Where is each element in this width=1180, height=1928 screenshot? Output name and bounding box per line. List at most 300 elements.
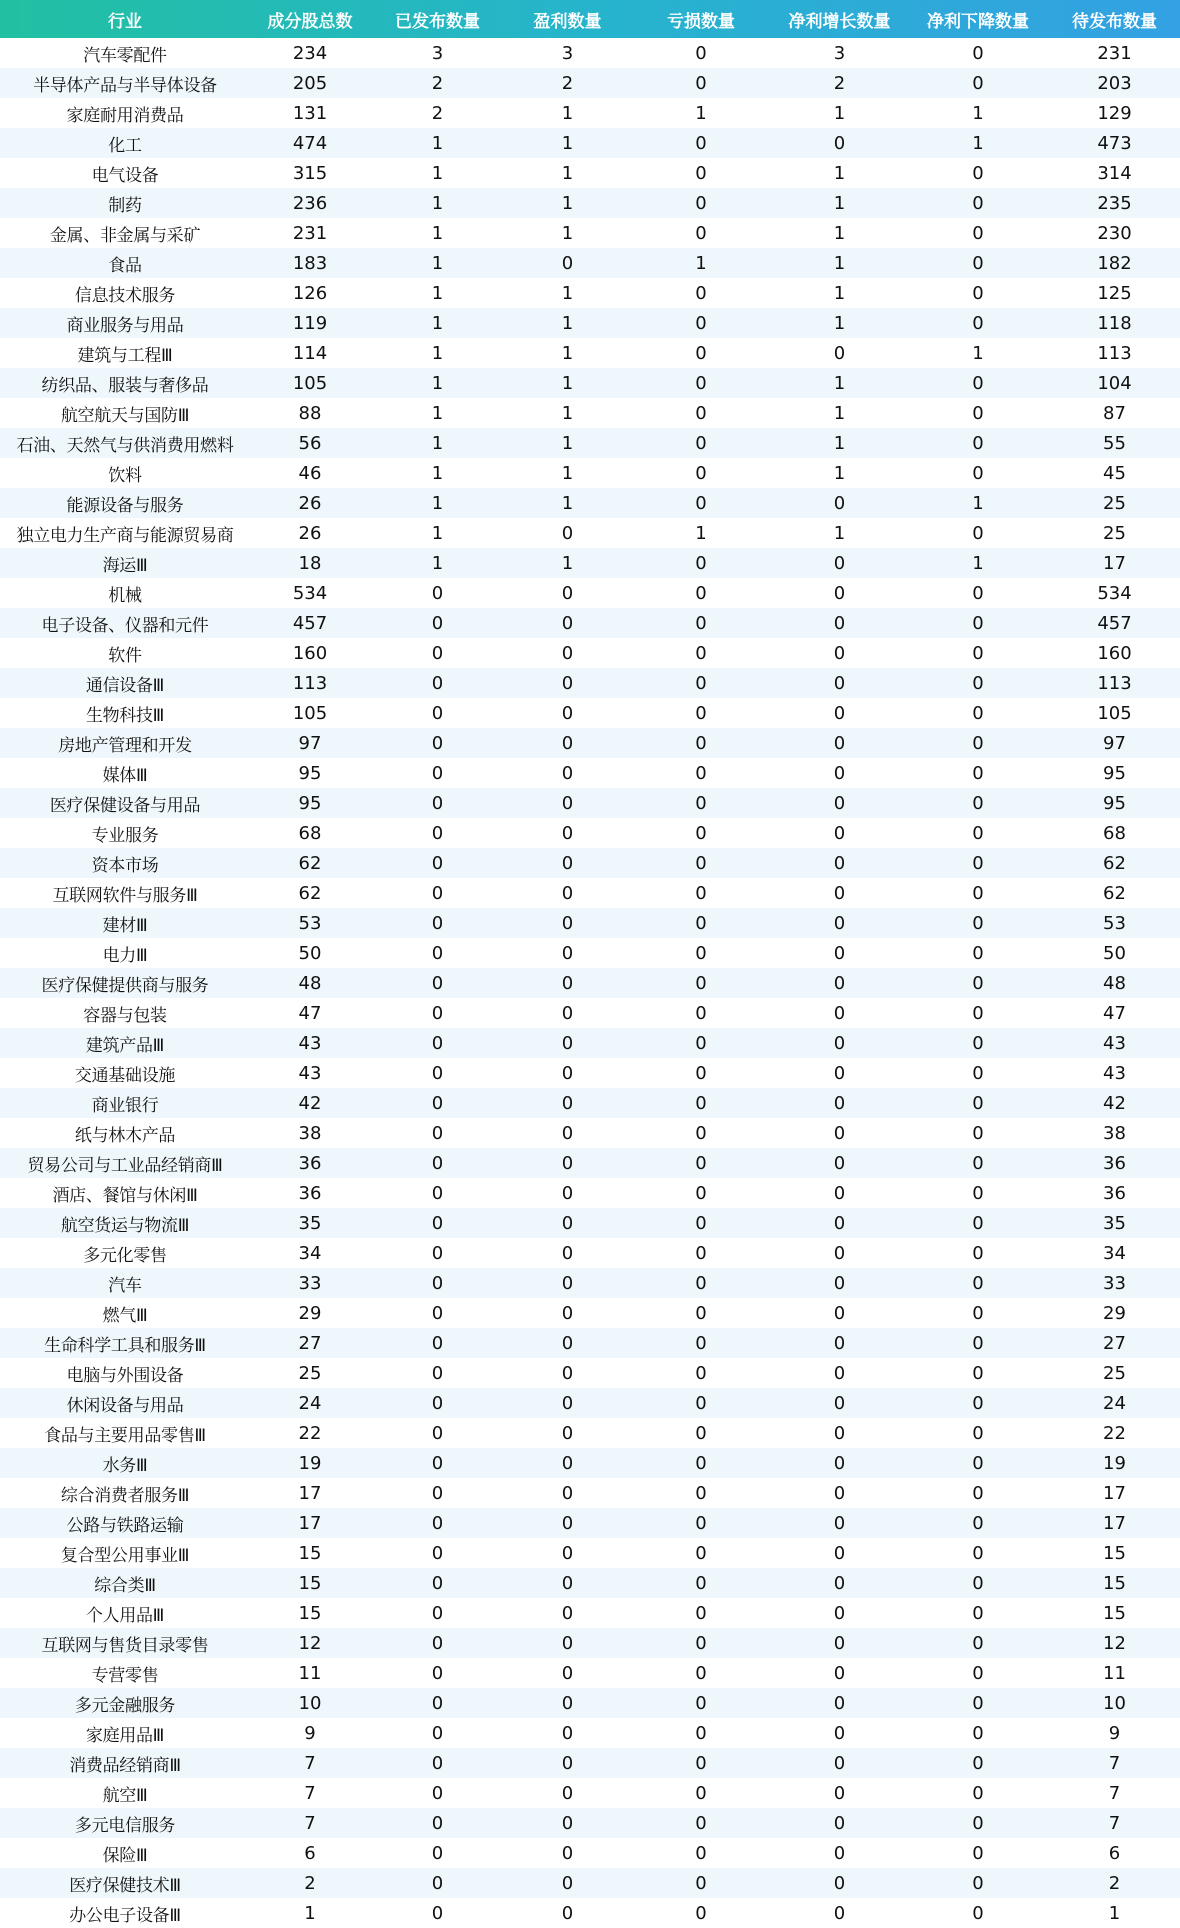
profit-cell: 1 — [561, 282, 574, 304]
published-cell: 1 — [431, 162, 444, 184]
profit-cell: 0 — [561, 1272, 574, 1294]
growth-cell: 0 — [833, 1092, 846, 1114]
decline-cell: 0 — [972, 582, 984, 604]
loss-cell: 1 — [695, 522, 707, 544]
total-cell: 119 — [292, 312, 328, 334]
table-row — [0, 668, 1180, 698]
decline-cell: 0 — [972, 1722, 984, 1744]
table-row — [0, 368, 1180, 398]
loss-cell: 0 — [695, 642, 707, 664]
decline-cell: 1 — [972, 342, 984, 364]
total-cell: 114 — [292, 342, 328, 364]
growth-cell: 0 — [833, 1632, 846, 1654]
published-cell: 0 — [431, 1752, 444, 1774]
industry-cell: 食品与主要用品零售Ⅲ — [44, 1425, 206, 1446]
table-row — [0, 1538, 1180, 1568]
industry-cell: 交通基础设施 — [74, 1065, 176, 1086]
published-cell: 1 — [431, 462, 444, 484]
total-cell: 1 — [304, 1902, 316, 1924]
total-cell: 38 — [298, 1122, 322, 1144]
published-cell: 0 — [431, 1242, 444, 1264]
pending-cell: 314 — [1097, 162, 1132, 184]
decline-cell: 0 — [972, 402, 984, 424]
total-cell: 15 — [298, 1542, 322, 1564]
loss-cell: 0 — [695, 42, 707, 64]
industry-cell: 通信设备Ⅲ — [85, 675, 165, 696]
table-row — [0, 488, 1180, 518]
total-cell: 42 — [298, 1092, 322, 1114]
decline-cell: 0 — [972, 672, 984, 694]
published-cell: 0 — [431, 1182, 444, 1204]
industry-cell: 医疗保健提供商与服务 — [41, 975, 209, 996]
growth-cell: 1 — [833, 432, 846, 454]
profit-cell: 1 — [561, 402, 574, 424]
total-cell: 10 — [298, 1692, 322, 1714]
pending-cell: 45 — [1103, 462, 1126, 484]
table-row — [0, 1268, 1180, 1298]
growth-cell: 0 — [833, 912, 846, 934]
pending-cell: 113 — [1097, 342, 1132, 364]
pending-cell: 25 — [1103, 522, 1126, 544]
published-cell: 0 — [431, 1212, 444, 1234]
profit-cell: 0 — [561, 822, 574, 844]
pending-cell: 230 — [1097, 222, 1132, 244]
published-cell: 1 — [431, 252, 444, 274]
published-cell: 0 — [431, 1542, 444, 1564]
decline-cell: 0 — [972, 1002, 984, 1024]
table-row — [0, 1058, 1180, 1088]
industry-cell: 生命科学工具和服务Ⅲ — [44, 1335, 206, 1356]
table-row — [0, 1598, 1180, 1628]
profit-cell: 1 — [561, 222, 574, 244]
industry-cell: 化工 — [108, 135, 142, 156]
loss-cell: 0 — [695, 372, 707, 394]
loss-cell: 0 — [695, 72, 707, 94]
decline-cell: 0 — [972, 822, 984, 844]
total-cell: 7 — [304, 1782, 316, 1804]
growth-cell: 0 — [833, 1152, 846, 1174]
growth-cell: 0 — [833, 342, 846, 364]
pending-cell: 7 — [1108, 1812, 1121, 1834]
table-row — [0, 188, 1180, 218]
table-row — [0, 158, 1180, 188]
loss-cell: 0 — [695, 1422, 707, 1444]
profit-cell: 1 — [561, 132, 574, 154]
industry-cell: 酒店、餐馆与休闲Ⅲ — [52, 1185, 198, 1206]
profit-cell: 0 — [561, 1722, 574, 1744]
profit-cell: 0 — [561, 732, 574, 754]
pending-cell: 43 — [1103, 1062, 1126, 1084]
published-cell: 0 — [431, 852, 444, 874]
industry-cell: 电气设备 — [91, 165, 159, 186]
loss-cell: 0 — [695, 492, 707, 514]
pending-cell: 6 — [1108, 1842, 1121, 1864]
decline-cell: 0 — [972, 1152, 984, 1174]
industry-cell: 个人用品Ⅲ — [85, 1605, 165, 1626]
total-cell: 22 — [298, 1422, 322, 1444]
industry-cell: 航空Ⅲ — [102, 1785, 148, 1806]
pending-cell: 17 — [1103, 552, 1126, 574]
industry-cell: 饮料 — [108, 465, 142, 486]
loss-cell: 0 — [695, 1182, 707, 1204]
growth-cell: 0 — [833, 1302, 846, 1324]
total-cell: 2 — [304, 1872, 316, 1894]
decline-cell: 1 — [972, 102, 984, 124]
table-row — [0, 548, 1180, 578]
published-cell: 0 — [431, 1092, 444, 1114]
profit-cell: 1 — [561, 462, 574, 484]
published-cell: 1 — [431, 372, 444, 394]
pending-cell: 235 — [1097, 192, 1132, 214]
growth-cell: 1 — [833, 402, 846, 424]
loss-cell: 0 — [695, 342, 707, 364]
col-profit-header: 盈利数量 — [533, 11, 602, 32]
industry-cell: 纺织品、服装与奢侈品 — [41, 375, 209, 396]
pending-cell: 42 — [1103, 1092, 1126, 1114]
decline-cell: 0 — [972, 1062, 984, 1084]
pending-cell: 35 — [1103, 1212, 1126, 1234]
total-cell: 33 — [298, 1272, 322, 1294]
pending-cell: 105 — [1097, 702, 1132, 724]
industry-cell: 半导体产品与半导体设备 — [33, 75, 217, 96]
table-row — [0, 578, 1180, 608]
profit-cell: 3 — [561, 42, 574, 64]
pending-cell: 24 — [1103, 1392, 1126, 1414]
total-cell: 474 — [292, 132, 328, 154]
profit-cell: 0 — [561, 1242, 574, 1264]
growth-cell: 0 — [833, 132, 846, 154]
decline-cell: 1 — [972, 492, 984, 514]
loss-cell: 0 — [695, 1902, 707, 1924]
total-cell: 62 — [298, 852, 322, 874]
industry-cell: 多元金融服务 — [74, 1695, 176, 1716]
industry-cell: 电力Ⅲ — [102, 945, 148, 966]
pending-cell: 62 — [1103, 882, 1126, 904]
loss-cell: 0 — [695, 1122, 707, 1144]
published-cell: 0 — [431, 1422, 444, 1444]
decline-cell: 0 — [972, 1752, 984, 1774]
total-cell: 26 — [298, 522, 322, 544]
published-cell: 1 — [431, 342, 444, 364]
decline-cell: 0 — [972, 462, 984, 484]
industry-cell: 制药 — [108, 195, 142, 216]
industry-cell: 食品 — [108, 255, 142, 276]
growth-cell: 1 — [833, 102, 846, 124]
table-row — [0, 1298, 1180, 1328]
industry-cell: 复合型公用事业Ⅲ — [60, 1545, 190, 1566]
loss-cell: 0 — [695, 1212, 707, 1234]
published-cell: 0 — [431, 1452, 444, 1474]
pending-cell: 68 — [1103, 822, 1126, 844]
decline-cell: 1 — [972, 132, 984, 154]
table-row — [0, 398, 1180, 428]
decline-cell: 0 — [972, 642, 984, 664]
pending-cell: 34 — [1103, 1242, 1126, 1264]
table-row — [0, 1808, 1180, 1838]
table-row — [0, 698, 1180, 728]
growth-cell: 0 — [833, 852, 846, 874]
table-row — [0, 1448, 1180, 1478]
industry-cell: 综合消费者服务Ⅲ — [60, 1485, 190, 1506]
loss-cell: 0 — [695, 1722, 707, 1744]
growth-cell: 0 — [833, 1002, 846, 1024]
pending-cell: 11 — [1103, 1662, 1126, 1684]
pending-cell: 118 — [1097, 312, 1132, 334]
table-row — [0, 1898, 1180, 1928]
decline-cell: 0 — [972, 912, 984, 934]
loss-cell: 1 — [695, 252, 707, 274]
pending-cell: 17 — [1103, 1512, 1126, 1534]
loss-cell: 0 — [695, 222, 707, 244]
growth-cell: 0 — [833, 1362, 846, 1384]
table-row — [0, 1208, 1180, 1238]
profit-cell: 0 — [561, 1812, 574, 1834]
profit-cell: 0 — [561, 1752, 574, 1774]
total-cell: 17 — [298, 1482, 322, 1504]
decline-cell: 0 — [972, 1392, 984, 1414]
published-cell: 1 — [431, 312, 444, 334]
published-cell: 0 — [431, 1632, 444, 1654]
profit-cell: 0 — [561, 1512, 574, 1534]
profit-cell: 0 — [561, 1842, 574, 1864]
pending-cell: 55 — [1103, 432, 1126, 454]
industry-cell: 独立电力生产商与能源贸易商 — [16, 525, 234, 546]
pending-cell: 19 — [1103, 1452, 1126, 1474]
total-cell: 95 — [298, 792, 322, 814]
decline-cell: 0 — [972, 312, 984, 334]
loss-cell: 0 — [695, 672, 707, 694]
published-cell: 0 — [431, 822, 444, 844]
published-cell: 0 — [431, 1902, 444, 1924]
industry-cell: 媒体Ⅲ — [102, 765, 148, 786]
total-cell: 18 — [298, 552, 322, 574]
industry-cell: 公路与铁路运输 — [66, 1515, 184, 1536]
profit-cell: 0 — [561, 1032, 574, 1054]
loss-cell: 0 — [695, 822, 707, 844]
decline-cell: 0 — [972, 972, 984, 994]
decline-cell: 0 — [972, 1692, 984, 1714]
growth-cell: 1 — [833, 522, 846, 544]
pending-cell: 125 — [1097, 282, 1132, 304]
decline-cell: 0 — [972, 1182, 984, 1204]
published-cell: 2 — [431, 72, 444, 94]
table-row — [0, 98, 1180, 128]
growth-cell: 0 — [833, 702, 846, 724]
decline-cell: 0 — [972, 1272, 984, 1294]
total-cell: 48 — [298, 972, 322, 994]
loss-cell: 0 — [695, 762, 707, 784]
table-row — [0, 878, 1180, 908]
pending-cell: 33 — [1103, 1272, 1126, 1294]
published-cell: 0 — [431, 1512, 444, 1534]
total-cell: 24 — [298, 1392, 322, 1414]
table-row — [0, 458, 1180, 488]
pending-cell: 62 — [1103, 852, 1126, 874]
profit-cell: 0 — [561, 1452, 574, 1474]
total-cell: 131 — [292, 102, 328, 124]
loss-cell: 0 — [695, 1242, 707, 1264]
table-row — [0, 1358, 1180, 1388]
growth-cell: 0 — [833, 1212, 846, 1234]
growth-cell: 0 — [833, 1602, 846, 1624]
growth-cell: 1 — [833, 222, 846, 244]
loss-cell: 0 — [695, 552, 707, 574]
loss-cell: 0 — [695, 732, 707, 754]
published-cell: 0 — [431, 1002, 444, 1024]
growth-cell: 0 — [833, 642, 846, 664]
pending-cell: 473 — [1097, 132, 1132, 154]
growth-cell: 0 — [833, 1242, 846, 1264]
table-row — [0, 1868, 1180, 1898]
industry-cell: 电子设备、仪器和元件 — [41, 615, 209, 636]
pending-cell: 104 — [1097, 372, 1132, 394]
growth-cell: 0 — [833, 1842, 846, 1864]
profit-cell: 0 — [561, 1182, 574, 1204]
total-cell: 9 — [304, 1722, 316, 1744]
total-cell: 12 — [298, 1632, 322, 1654]
published-cell: 0 — [431, 762, 444, 784]
published-cell: 0 — [431, 1572, 444, 1594]
table-row — [0, 818, 1180, 848]
published-cell: 0 — [431, 642, 444, 664]
total-cell: 50 — [298, 942, 322, 964]
published-cell: 0 — [431, 1122, 444, 1144]
pending-cell: 7 — [1108, 1782, 1121, 1804]
growth-cell: 0 — [833, 792, 846, 814]
industry-cell: 石油、天然气与供消费用燃料 — [16, 435, 234, 456]
table-row — [0, 428, 1180, 458]
decline-cell: 0 — [972, 1632, 984, 1654]
industry-cell: 多元化零售 — [83, 1245, 167, 1266]
total-cell: 105 — [292, 372, 328, 394]
published-cell: 1 — [431, 282, 444, 304]
profit-cell: 0 — [561, 1392, 574, 1414]
industry-cell: 汽车 — [108, 1275, 142, 1296]
decline-cell: 0 — [972, 1812, 984, 1834]
loss-cell: 0 — [695, 912, 707, 934]
total-cell: 46 — [298, 462, 322, 484]
published-cell: 0 — [431, 612, 444, 634]
profit-cell: 0 — [561, 522, 574, 544]
growth-cell: 1 — [833, 462, 846, 484]
profit-cell: 0 — [561, 1122, 574, 1144]
decline-cell: 0 — [972, 1482, 984, 1504]
total-cell: 35 — [298, 1212, 322, 1234]
total-cell: 315 — [292, 162, 328, 184]
industry-cell: 汽车零配件 — [83, 45, 167, 66]
growth-cell: 0 — [833, 1782, 846, 1804]
published-cell: 0 — [431, 1272, 444, 1294]
profit-cell: 0 — [561, 1572, 574, 1594]
total-cell: 15 — [298, 1602, 322, 1624]
industry-cell: 商业服务与用品 — [66, 315, 184, 336]
decline-cell: 0 — [972, 1602, 984, 1624]
decline-cell: 0 — [972, 1512, 984, 1534]
industry-cell: 机械 — [108, 585, 142, 606]
industry-cell: 专营零售 — [91, 1665, 159, 1686]
published-cell: 0 — [431, 1152, 444, 1174]
decline-cell: 0 — [972, 1782, 984, 1804]
profit-cell: 0 — [561, 1152, 574, 1174]
total-cell: 68 — [298, 822, 322, 844]
published-cell: 3 — [431, 42, 444, 64]
pending-cell: 53 — [1103, 912, 1126, 934]
profit-cell: 0 — [561, 1482, 574, 1504]
col-total-header: 成分股总数 — [267, 11, 353, 32]
pending-cell: 15 — [1103, 1602, 1126, 1624]
table-row — [0, 278, 1180, 308]
published-cell: 0 — [431, 1392, 444, 1414]
profit-cell: 1 — [561, 192, 574, 214]
total-cell: 234 — [292, 42, 328, 64]
decline-cell: 0 — [972, 732, 984, 754]
table-row — [0, 908, 1180, 938]
growth-cell: 0 — [833, 882, 846, 904]
loss-cell: 0 — [695, 1332, 707, 1354]
growth-cell: 0 — [833, 1122, 846, 1144]
total-cell: 113 — [292, 672, 328, 694]
total-cell: 15 — [298, 1572, 322, 1594]
pending-cell: 203 — [1097, 72, 1132, 94]
decline-cell: 0 — [972, 1422, 984, 1444]
profit-cell: 0 — [561, 1782, 574, 1804]
total-cell: 27 — [298, 1332, 322, 1354]
loss-cell: 0 — [695, 312, 707, 334]
profit-cell: 0 — [561, 942, 574, 964]
loss-cell: 0 — [695, 1782, 707, 1804]
table-row — [0, 1388, 1180, 1418]
growth-cell: 0 — [833, 942, 846, 964]
table-row — [0, 68, 1180, 98]
decline-cell: 0 — [972, 1542, 984, 1564]
growth-cell: 0 — [833, 1902, 846, 1924]
table-row — [0, 1148, 1180, 1178]
loss-cell: 0 — [695, 702, 707, 724]
pending-cell: 182 — [1097, 252, 1132, 274]
decline-cell: 0 — [972, 1362, 984, 1384]
table-row — [0, 1088, 1180, 1118]
col-pending-header: 待发布数量 — [1072, 11, 1157, 32]
growth-cell: 2 — [833, 72, 846, 94]
total-cell: 53 — [298, 912, 322, 934]
published-cell: 0 — [431, 732, 444, 754]
total-cell: 26 — [298, 492, 322, 514]
decline-cell: 0 — [972, 852, 984, 874]
total-cell: 205 — [292, 72, 328, 94]
published-cell: 0 — [431, 582, 444, 604]
industry-cell: 航空航天与国防Ⅲ — [60, 405, 190, 426]
published-cell: 1 — [431, 132, 444, 154]
pending-cell: 95 — [1103, 792, 1126, 814]
growth-cell: 0 — [833, 1662, 846, 1684]
col-growth-header: 净利增长数量 — [788, 11, 891, 32]
industry-cell: 办公电子设备Ⅲ — [69, 1905, 181, 1926]
published-cell: 0 — [431, 1782, 444, 1804]
decline-cell: 0 — [972, 1212, 984, 1234]
industry-cell: 电脑与外围设备 — [66, 1365, 184, 1386]
pending-cell: 97 — [1103, 732, 1126, 754]
pending-cell: 457 — [1097, 612, 1132, 634]
loss-cell: 0 — [695, 1272, 707, 1294]
pending-cell: 113 — [1097, 672, 1132, 694]
total-cell: 183 — [292, 252, 328, 274]
decline-cell: 0 — [972, 1092, 984, 1114]
total-cell: 34 — [298, 1242, 322, 1264]
growth-cell: 0 — [833, 612, 846, 634]
pending-cell: 50 — [1103, 942, 1126, 964]
pending-cell: 27 — [1103, 1332, 1126, 1354]
loss-cell: 0 — [695, 792, 707, 814]
